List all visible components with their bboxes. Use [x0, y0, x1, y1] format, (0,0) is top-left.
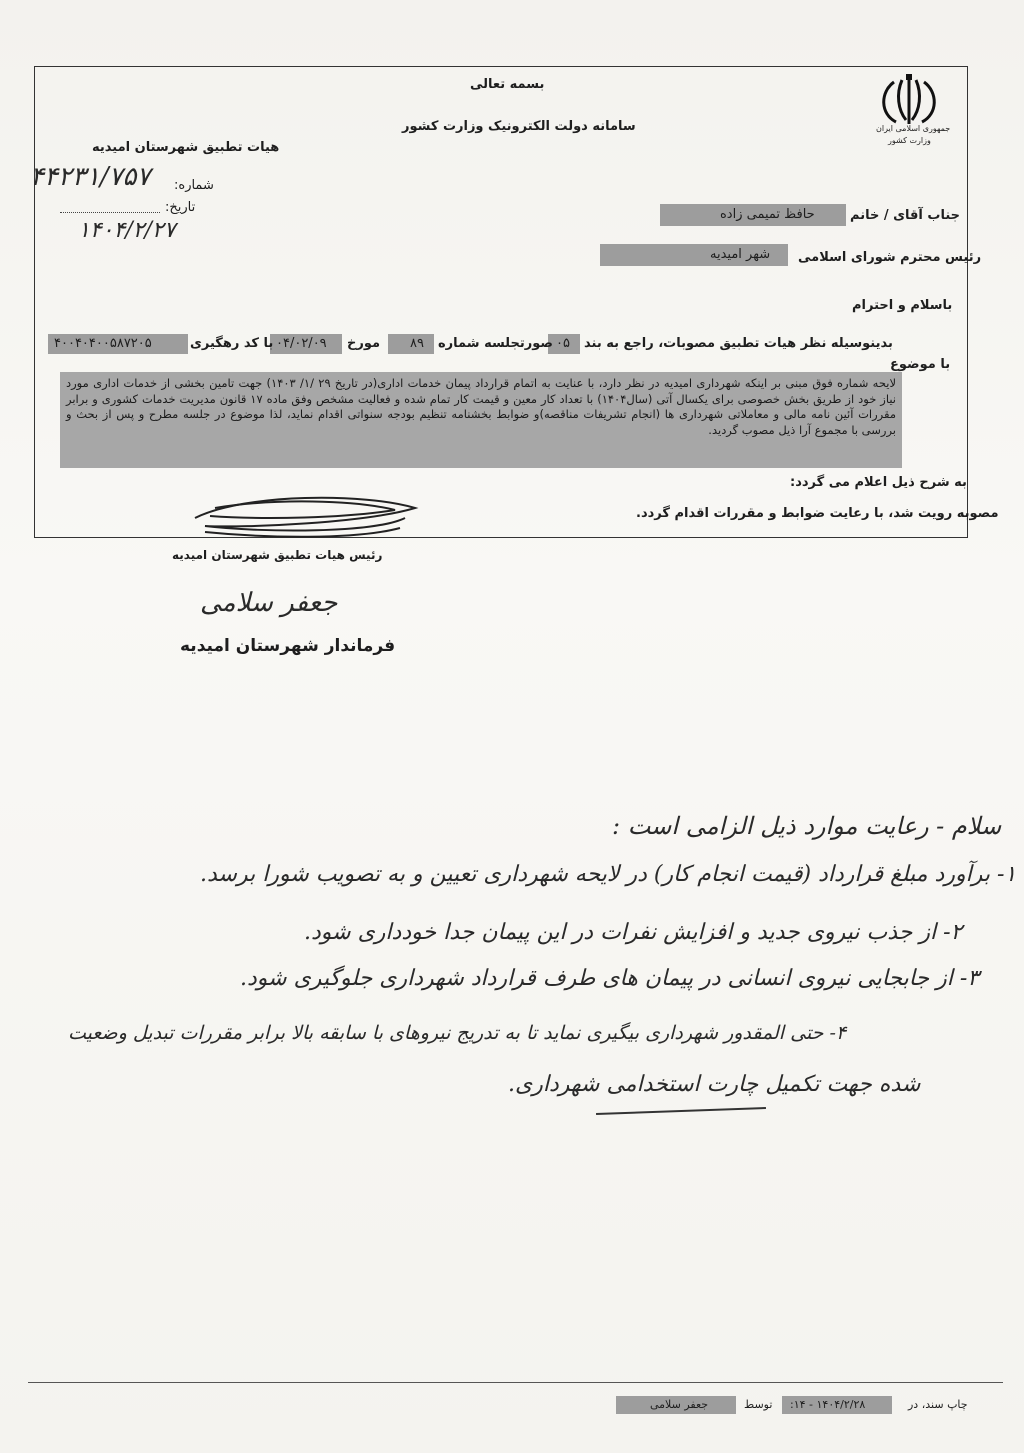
intro-part2: صورتجلسه شماره	[438, 336, 553, 351]
org-name: هیات تطبیق شهرستان امیدیه	[92, 140, 280, 155]
subject-label: با موضوع	[890, 357, 951, 372]
note-line-5: شده جهت تکمیل چارت استخدامی شهرداری.	[508, 1072, 921, 1097]
note-line-1: ۱- برآورد مبلغ قرارداد (قیمت انجام کار) در لایحه شهرداری تعیین و به تصویب شورا برسد.	[200, 862, 1017, 887]
note-line-3: ۳- از جابجایی نیروی انسانی در پیمان های طرف قرارداد شهرداری جلوگیری شود.	[240, 966, 980, 991]
session-number: ۸۹	[410, 336, 424, 351]
date-dotted-line	[60, 212, 160, 213]
signature-position: فرماندار شهرستان امیدیه	[180, 636, 396, 656]
footer-divider	[28, 1382, 1003, 1383]
band-number: ۰۵	[556, 336, 570, 351]
emblem-caption-line1: جمهوری اسلامی ایران	[876, 124, 951, 133]
letter-date-handwritten: ۱۴۰۴/۲/۲۷	[78, 218, 176, 243]
signature-scribble	[185, 488, 425, 548]
decision-line: مصوبه رویت شد، با رعایت ضوابط و مقررات اقدام گردد.	[636, 506, 999, 521]
tracking-code: ۴۰۰۴۰۴۰۰۵۸۷۲۰۵	[54, 336, 152, 351]
emblem-caption-line2: وزارت کشور	[888, 136, 931, 145]
tracking-label: با کد رهگیری	[190, 336, 274, 351]
greeting: باسلام و احترام	[852, 298, 953, 313]
addressee-name: حافظ تمیمی زاده	[720, 207, 815, 222]
note-line-2: ۲- از جذب نیروی جدید و افزایش نفرات در این پیمان جدا خودداری شود.	[304, 920, 963, 945]
signature-title: رئیس هیات تطبیق شهرستان امیدیه	[172, 548, 383, 562]
footer-print-datetime: ۱۴۰۴/۲/۲۸ - ۱۴:	[790, 1398, 866, 1411]
note-line-0: سلام - رعایت موارد ذیل الزامی است :	[612, 812, 1002, 840]
footer-print-label: چاپ سند، در	[908, 1398, 968, 1411]
salutation-label: جناب آقای / خانم	[850, 208, 961, 223]
addressee-city: شهر امیدیه	[710, 247, 771, 262]
announce-line: به شرح ذیل اعلام می گردد:	[790, 475, 967, 490]
footer-printed-by: جعفر سلامی	[650, 1398, 709, 1411]
note-line-4: ۴- حتی المقدور شهرداری بیگیری نماید تا به تدریج نیروهای با سابقه بالا برابر مقررات تبدیل وضعیت	[68, 1022, 847, 1044]
number-label: شماره:	[174, 178, 214, 193]
system-title: سامانه دولت الکترونیک وزارت کشور	[402, 119, 636, 134]
letter-number-handwritten: ۴۴۲۳۱/۷۵۷	[30, 162, 151, 192]
intro-part1: بدینوسیله نظر هیات تطبیق مصوبات، راجع به بند	[584, 336, 893, 351]
footer-by-label: توسط	[744, 1398, 773, 1411]
basmala: بسمه تعالی	[470, 77, 545, 92]
date-label: تاریخ:	[165, 200, 196, 215]
dated-label: مورخ	[347, 336, 381, 351]
signature-handwritten-name: جعفر سلامی	[200, 588, 338, 618]
session-date: ۰۴/۰۲/۰۹	[276, 336, 327, 351]
addressee-title: رئیس محترم شورای اسلامی	[798, 250, 982, 265]
subject-text: لایحه شماره فوق مبنی بر اینکه شهرداری امیدیه در نظر دارد، با عنایت به اتمام قرارداد پیمان خدمات اداری(در تاریخ ۲۹ /۱/ ۱۴۰۳) جهت تامین بخشی از خدمات اداری مورد نیاز خود از طریق بخش خصوصی برای یکسال آتی (سال۱۴۰۴) با تعداد کار معین و قیمت کار تمام شده و فعالیت مشخص وفق ماده ۱۷ قانون مدیریت خدمات کشوری و برابر مقررات آئین نامه مالی و معاملاتی شهرداری ها (انجام تشریفات مناقصه)و ضوابط بخشنامه تنظیم بودجه سنواتی اقدام نماید، لذا موضوع در جلسه مطرح و پس از بحث و بررسی با مجموع آرا ذیل مصوب گردید.	[60, 372, 902, 468]
